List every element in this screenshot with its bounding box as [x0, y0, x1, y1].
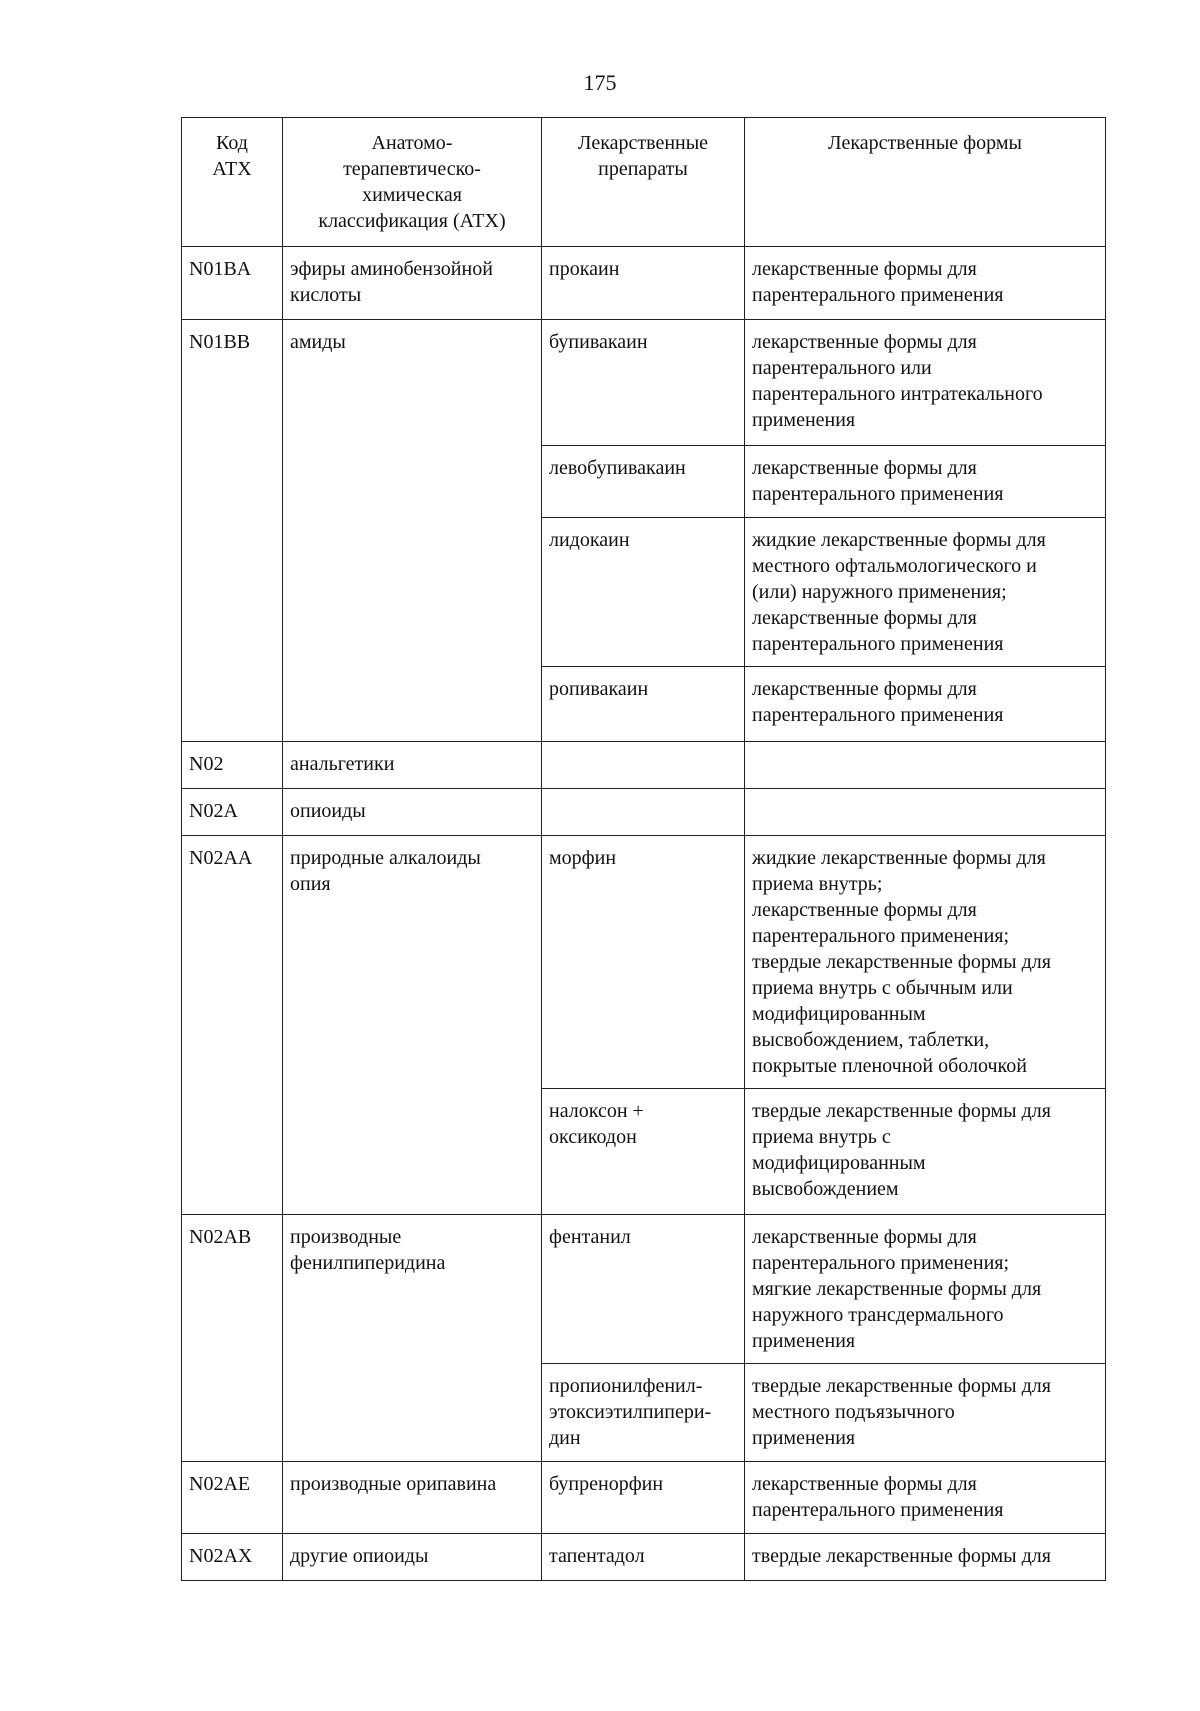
drug-cell [542, 789, 745, 836]
drug-cell: лидокаин [542, 518, 745, 667]
header-atx-classification: Анатомо- терапевтическо- химическая классификация (АТХ) [283, 118, 542, 247]
forms-cell: лекарственные формы для парентерального или парентерального интратекального применения [745, 320, 1106, 446]
atx-class-cell: производные орипавина [283, 1462, 542, 1534]
atx-code-cell: N02 [182, 742, 283, 789]
atx-table [181, 117, 1106, 1581]
forms-cell: лекарственные формы для парентерального применения; мягкие лекарственные формы для наружного трансдермального применения [745, 1215, 1106, 1364]
atx-code-cell: N02AE [182, 1462, 283, 1534]
drug-cell: бупивакаин [542, 320, 745, 446]
header-atx-code: Код АТХ [182, 118, 283, 247]
atx-code-cell: N02AB [182, 1215, 283, 1462]
table-row [182, 1462, 1106, 1534]
atx-class-cell: анальгетики [283, 742, 542, 789]
drug-cell: ропивакаин [542, 667, 745, 742]
table-row [182, 789, 1106, 836]
drug-cell: прокаин [542, 247, 745, 320]
table-row [182, 742, 1106, 789]
drug-cell: пропионилфенил- этоксиэтилпипери- дин [542, 1364, 745, 1462]
forms-cell: жидкие лекарственные формы для приема внутрь; лекарственные формы для парентерального применения; твердые лекарственные формы для приема внутрь с обычным или модифицированным высвобождением, таблетки, покрытые пленочной оболочкой [745, 836, 1106, 1089]
forms-cell: твердые лекарственные формы для местного подъязычного применения [745, 1364, 1106, 1462]
forms-cell: лекарственные формы для парентерального применения [745, 247, 1106, 320]
atx-class-cell: амиды [283, 320, 542, 742]
atx-code-cell: N02A [182, 789, 283, 836]
atx-class-cell: опиоиды [283, 789, 542, 836]
table-row [182, 1215, 1106, 1364]
drug-cell: тапентадол [542, 1534, 745, 1581]
page-number: 175 [583, 70, 617, 95]
forms-cell: твердые лекарственные формы для приема внутрь с модифицированным высвобождением [745, 1089, 1106, 1215]
drug-cell [542, 742, 745, 789]
atx-class-cell: другие опиоиды [283, 1534, 542, 1581]
drug-cell: фентанил [542, 1215, 745, 1364]
header-dosage-forms: Лекарственные формы [745, 118, 1106, 247]
atx-code-cell: N01BB [182, 320, 283, 742]
atx-code-cell: N01BA [182, 247, 283, 320]
atx-class-cell: эфиры аминобензойной кислоты [283, 247, 542, 320]
atx-code-cell: N02AX [182, 1534, 283, 1581]
forms-cell [745, 789, 1106, 836]
forms-cell: лекарственные формы для парентерального применения [745, 446, 1106, 518]
table-row [182, 836, 1106, 1089]
atx-class-cell: природные алкалоиды опия [283, 836, 542, 1215]
table-header-row [182, 118, 1106, 247]
forms-cell: лекарственные формы для парентерального применения [745, 1462, 1106, 1534]
drug-cell: левобупивакаин [542, 446, 745, 518]
table-row [182, 247, 1106, 320]
drug-cell: бупренорфин [542, 1462, 745, 1534]
forms-cell: жидкие лекарственные формы для местного офтальмологического и (или) наружного применения; лекарственные формы для парентерального применения [745, 518, 1106, 667]
drug-cell: морфин [542, 836, 745, 1089]
atx-class-cell: производные фенилпиперидина [283, 1215, 542, 1462]
forms-cell: твердые лекарственные формы для [745, 1534, 1106, 1581]
header-drugs: Лекарственные препараты [542, 118, 745, 247]
forms-cell: лекарственные формы для парентерального применения [745, 667, 1106, 742]
table-row [182, 320, 1106, 446]
drug-cell: налоксон + оксикодон [542, 1089, 745, 1215]
forms-cell [745, 742, 1106, 789]
atx-code-cell: N02AA [182, 836, 283, 1215]
table-row [182, 1534, 1106, 1581]
